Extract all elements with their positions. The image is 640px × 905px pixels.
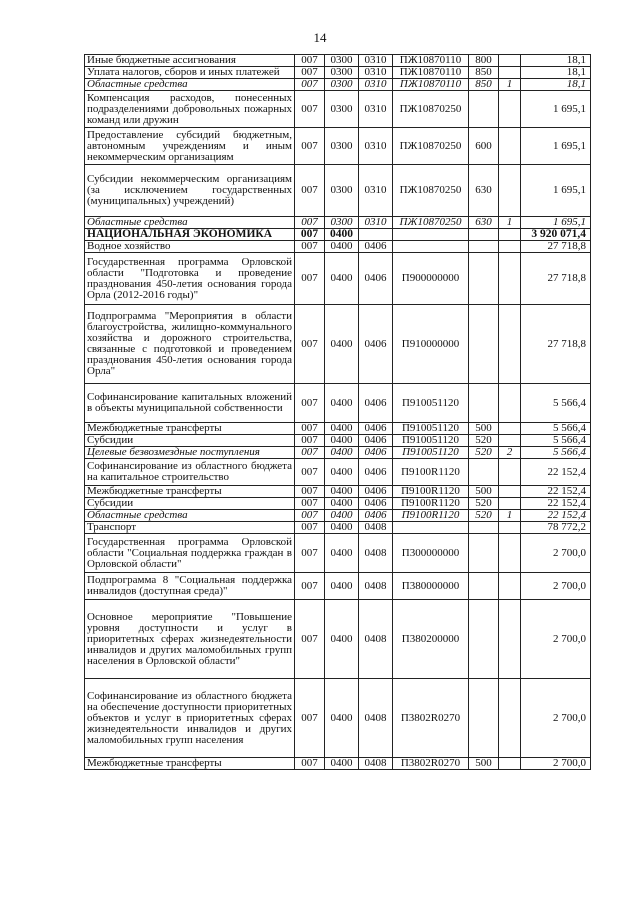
cell-expense-type [469, 600, 499, 679]
cell-subsection-code: 0310 [359, 217, 393, 229]
cell-section-code: 0300 [325, 79, 359, 91]
cell-section-code: 0400 [325, 229, 359, 241]
cell-ministry-code: 007 [295, 573, 325, 600]
cell-source-code [499, 384, 521, 423]
cell-expense-type [469, 679, 499, 758]
cell-ministry-code: 007 [295, 486, 325, 498]
cell-amount: 5 566,4 [521, 423, 591, 435]
cell-expense-type: 500 [469, 486, 499, 498]
cell-target-article: П380200000 [393, 600, 469, 679]
cell-amount: 5 566,4 [521, 447, 591, 459]
cell-subsection-code: 0408 [359, 573, 393, 600]
cell-amount: 2 700,0 [521, 758, 591, 770]
cell-section-code: 0400 [325, 305, 359, 384]
cell-source-code [499, 305, 521, 384]
cell-expense-type [469, 459, 499, 486]
cell-section-code: 0400 [325, 522, 359, 534]
cell-ministry-code: 007 [295, 384, 325, 423]
cell-expense-type: 850 [469, 67, 499, 79]
cell-expense-type [469, 534, 499, 573]
cell-section-code: 0300 [325, 67, 359, 79]
cell-amount: 1 695,1 [521, 91, 591, 128]
cell-section-code: 0400 [325, 384, 359, 423]
cell-name: Субсидии [85, 498, 295, 510]
cell-source-code [499, 128, 521, 165]
cell-ministry-code: 007 [295, 758, 325, 770]
cell-expense-type [469, 384, 499, 423]
cell-source-code [499, 573, 521, 600]
cell-source-code: 1 [499, 510, 521, 522]
cell-target-article [393, 241, 469, 253]
cell-section-code: 0300 [325, 217, 359, 229]
cell-subsection-code: 0406 [359, 510, 393, 522]
table-row [85, 217, 591, 229]
cell-source-code [499, 165, 521, 217]
cell-subsection-code: 0408 [359, 600, 393, 679]
table-row [85, 522, 591, 534]
cell-amount: 2 700,0 [521, 573, 591, 600]
cell-expense-type [469, 91, 499, 128]
cell-amount: 22 152,4 [521, 486, 591, 498]
cell-section-code: 0300 [325, 91, 359, 128]
table-row [85, 128, 591, 165]
cell-expense-type: 520 [469, 435, 499, 447]
cell-section-code: 0400 [325, 486, 359, 498]
table-row [85, 486, 591, 498]
cell-expense-type: 600 [469, 128, 499, 165]
cell-name: Основное мероприятие "Повышение уровня доступности и услуг в приоритетных сферах жизнедеятельности инвалидов и других маломобильных групп населения в Орловской области" [85, 600, 295, 679]
cell-ministry-code: 007 [295, 435, 325, 447]
cell-subsection-code: 0408 [359, 679, 393, 758]
cell-ministry-code: 007 [295, 534, 325, 573]
table-row [85, 600, 591, 679]
cell-ministry-code: 007 [295, 253, 325, 305]
cell-subsection-code: 0406 [359, 305, 393, 384]
table-row [85, 165, 591, 217]
cell-source-code [499, 67, 521, 79]
cell-target-article: ПЖ10870110 [393, 79, 469, 91]
cell-target-article: ПЖ10870250 [393, 217, 469, 229]
cell-expense-type [469, 241, 499, 253]
budget-table [84, 54, 591, 770]
cell-name: Межбюджетные трансферты [85, 486, 295, 498]
cell-section-code: 0400 [325, 423, 359, 435]
cell-expense-type: 500 [469, 423, 499, 435]
cell-name: Софинансирование капитальных вложений в объекты муниципальной собственности [85, 384, 295, 423]
cell-target-article: П910051120 [393, 384, 469, 423]
cell-ministry-code: 007 [295, 217, 325, 229]
cell-section-code: 0400 [325, 498, 359, 510]
cell-amount: 2 700,0 [521, 679, 591, 758]
cell-subsection-code: 0406 [359, 384, 393, 423]
cell-amount: 18,1 [521, 55, 591, 67]
table-row [85, 91, 591, 128]
cell-name: Межбюджетные трансферты [85, 423, 295, 435]
cell-ministry-code: 007 [295, 67, 325, 79]
cell-name: Областные средства [85, 217, 295, 229]
cell-section-code: 0400 [325, 447, 359, 459]
cell-section-code: 0400 [325, 435, 359, 447]
cell-amount: 1 695,1 [521, 217, 591, 229]
cell-amount: 2 700,0 [521, 600, 591, 679]
table-row [85, 67, 591, 79]
table-row [85, 55, 591, 67]
cell-source-code [499, 241, 521, 253]
cell-name: Иные бюджетные ассигнования [85, 55, 295, 67]
cell-name: Водное хозяйство [85, 241, 295, 253]
table-row [85, 241, 591, 253]
page-number: 14 [313, 30, 327, 45]
cell-name: Государственная программа Орловской области "Социальная поддержка граждан в Орловской области" [85, 534, 295, 573]
cell-amount: 1 695,1 [521, 165, 591, 217]
cell-source-code [499, 435, 521, 447]
cell-source-code [499, 758, 521, 770]
cell-amount: 27 718,8 [521, 241, 591, 253]
cell-target-article: П3802R0270 [393, 679, 469, 758]
cell-source-code [499, 522, 521, 534]
cell-subsection-code: 0310 [359, 165, 393, 217]
table-row [85, 435, 591, 447]
table-row [85, 758, 591, 770]
cell-target-article: ПЖ10870110 [393, 55, 469, 67]
cell-section-code: 0400 [325, 459, 359, 486]
cell-section-code: 0300 [325, 165, 359, 217]
cell-source-code [499, 229, 521, 241]
cell-amount: 22 152,4 [521, 510, 591, 522]
cell-subsection-code: 0406 [359, 498, 393, 510]
table-row [85, 459, 591, 486]
cell-source-code [499, 534, 521, 573]
cell-target-article: ПЖ10870250 [393, 128, 469, 165]
table-row [85, 573, 591, 600]
cell-subsection-code: 0406 [359, 447, 393, 459]
cell-amount: 2 700,0 [521, 534, 591, 573]
cell-target-article: П9100R1120 [393, 459, 469, 486]
cell-target-article [393, 522, 469, 534]
cell-name: Подпрограмма 8 "Социальная поддержка инвалидов (доступная среда)" [85, 573, 295, 600]
cell-expense-type: 520 [469, 447, 499, 459]
cell-target-article: ПЖ10870110 [393, 67, 469, 79]
cell-amount: 18,1 [521, 79, 591, 91]
cell-amount: 18,1 [521, 67, 591, 79]
cell-section-code: 0400 [325, 600, 359, 679]
table-row [85, 679, 591, 758]
cell-subsection-code: 0406 [359, 486, 393, 498]
table-row [85, 423, 591, 435]
cell-name: Государственная программа Орловской области "Подготовка и проведение празднования 450-летия основания города Орла (2012-2016 годы)" [85, 253, 295, 305]
cell-section-code: 0300 [325, 128, 359, 165]
cell-target-article: П9100R1120 [393, 510, 469, 522]
cell-source-code: 2 [499, 447, 521, 459]
table-row [85, 253, 591, 305]
cell-name: Целевые безвозмездные поступления [85, 447, 295, 459]
cell-amount: 22 152,4 [521, 459, 591, 486]
table-row [85, 229, 591, 241]
cell-section-code: 0400 [325, 534, 359, 573]
cell-ministry-code: 007 [295, 459, 325, 486]
cell-ministry-code: 007 [295, 423, 325, 435]
cell-name: Предоставление субсидий бюджетным, автономным учреждениям и иным некоммерческим организациям [85, 128, 295, 165]
table-row [85, 447, 591, 459]
cell-amount: 27 718,8 [521, 253, 591, 305]
cell-expense-type: 630 [469, 165, 499, 217]
cell-section-code: 0300 [325, 55, 359, 67]
cell-source-code [499, 486, 521, 498]
cell-source-code [499, 423, 521, 435]
cell-subsection-code: 0406 [359, 435, 393, 447]
cell-ministry-code: 007 [295, 447, 325, 459]
cell-subsection-code: 0310 [359, 79, 393, 91]
cell-target-article: ПЖ10870250 [393, 91, 469, 128]
cell-expense-type: 630 [469, 217, 499, 229]
cell-target-article [393, 229, 469, 241]
cell-target-article: П380000000 [393, 573, 469, 600]
cell-expense-type [469, 253, 499, 305]
cell-name: НАЦИОНАЛЬНАЯ ЭКОНОМИКА [85, 229, 295, 241]
cell-expense-type: 520 [469, 510, 499, 522]
cell-section-code: 0400 [325, 573, 359, 600]
cell-name: Областные средства [85, 510, 295, 522]
cell-section-code: 0400 [325, 241, 359, 253]
cell-ministry-code: 007 [295, 600, 325, 679]
table-row [85, 305, 591, 384]
cell-source-code [499, 498, 521, 510]
cell-expense-type: 500 [469, 758, 499, 770]
cell-amount: 5 566,4 [521, 435, 591, 447]
cell-ministry-code: 007 [295, 55, 325, 67]
cell-ministry-code: 007 [295, 91, 325, 128]
cell-ministry-code: 007 [295, 165, 325, 217]
cell-amount: 27 718,8 [521, 305, 591, 384]
cell-subsection-code: 0310 [359, 91, 393, 128]
cell-section-code: 0400 [325, 510, 359, 522]
table-row [85, 498, 591, 510]
cell-ministry-code: 007 [295, 229, 325, 241]
cell-name: Компенсация расходов, понесенных подразделениями добровольных пожарных команд или дружин [85, 91, 295, 128]
cell-target-article: П910051120 [393, 435, 469, 447]
cell-subsection-code [359, 229, 393, 241]
cell-target-article: П9100R1120 [393, 486, 469, 498]
cell-target-article: П910000000 [393, 305, 469, 384]
cell-name: Софинансирование из областного бюджета на обеспечение доступности приоритетных объектов и услуг в приоритетных сферах жизнедеятельности инвалидов и других маломобильных групп населения [85, 679, 295, 758]
cell-amount: 3 920 071,4 [521, 229, 591, 241]
cell-name: Подпрограмма "Мероприятия в области благоустройства, жилищно-коммунального хозяйства и дорожного строительства, связанные с подготовкой и проведением празднования 450-летия основания города Орла" [85, 305, 295, 384]
cell-name: Транспорт [85, 522, 295, 534]
cell-source-code: 1 [499, 79, 521, 91]
table-row [85, 510, 591, 522]
cell-section-code: 0400 [325, 253, 359, 305]
cell-ministry-code: 007 [295, 128, 325, 165]
cell-target-article: ПЖ10870250 [393, 165, 469, 217]
cell-expense-type: 850 [469, 79, 499, 91]
cell-source-code [499, 459, 521, 486]
cell-target-article: П910051120 [393, 447, 469, 459]
cell-subsection-code: 0310 [359, 128, 393, 165]
cell-source-code [499, 253, 521, 305]
cell-subsection-code: 0406 [359, 423, 393, 435]
cell-ministry-code: 007 [295, 79, 325, 91]
cell-subsection-code: 0406 [359, 253, 393, 305]
cell-subsection-code: 0408 [359, 534, 393, 573]
cell-subsection-code: 0408 [359, 758, 393, 770]
cell-subsection-code: 0310 [359, 67, 393, 79]
cell-expense-type: 520 [469, 498, 499, 510]
table-row [85, 384, 591, 423]
cell-section-code: 0400 [325, 679, 359, 758]
budget-table-body [85, 55, 591, 770]
cell-ministry-code: 007 [295, 522, 325, 534]
cell-expense-type [469, 522, 499, 534]
cell-subsection-code: 0408 [359, 522, 393, 534]
cell-ministry-code: 007 [295, 679, 325, 758]
cell-subsection-code: 0406 [359, 241, 393, 253]
cell-name: Софинансирование из областного бюджета на капитальное строительство [85, 459, 295, 486]
table-row [85, 534, 591, 573]
cell-source-code [499, 91, 521, 128]
cell-name: Межбюджетные трансферты [85, 758, 295, 770]
cell-amount: 5 566,4 [521, 384, 591, 423]
cell-name: Субсидии некоммерческим организациям (за исключением государственных (муниципальных) учреждений) [85, 165, 295, 217]
cell-name: Уплата налогов, сборов и иных платежей [85, 67, 295, 79]
cell-name: Областные средства [85, 79, 295, 91]
cell-amount: 22 152,4 [521, 498, 591, 510]
cell-amount: 1 695,1 [521, 128, 591, 165]
cell-ministry-code: 007 [295, 498, 325, 510]
cell-ministry-code: 007 [295, 510, 325, 522]
cell-subsection-code: 0310 [359, 55, 393, 67]
table-row [85, 79, 591, 91]
cell-subsection-code: 0406 [359, 459, 393, 486]
cell-target-article: П300000000 [393, 534, 469, 573]
cell-source-code: 1 [499, 217, 521, 229]
cell-target-article: П900000000 [393, 253, 469, 305]
cell-target-article: П3802R0270 [393, 758, 469, 770]
cell-section-code: 0400 [325, 758, 359, 770]
cell-source-code [499, 679, 521, 758]
cell-ministry-code: 007 [295, 305, 325, 384]
cell-ministry-code: 007 [295, 241, 325, 253]
cell-expense-type: 800 [469, 55, 499, 67]
cell-target-article: П9100R1120 [393, 498, 469, 510]
cell-target-article: П910051120 [393, 423, 469, 435]
cell-expense-type [469, 573, 499, 600]
cell-amount: 78 772,2 [521, 522, 591, 534]
cell-expense-type [469, 229, 499, 241]
cell-name: Субсидии [85, 435, 295, 447]
cell-expense-type [469, 305, 499, 384]
cell-source-code [499, 600, 521, 679]
cell-source-code [499, 55, 521, 67]
